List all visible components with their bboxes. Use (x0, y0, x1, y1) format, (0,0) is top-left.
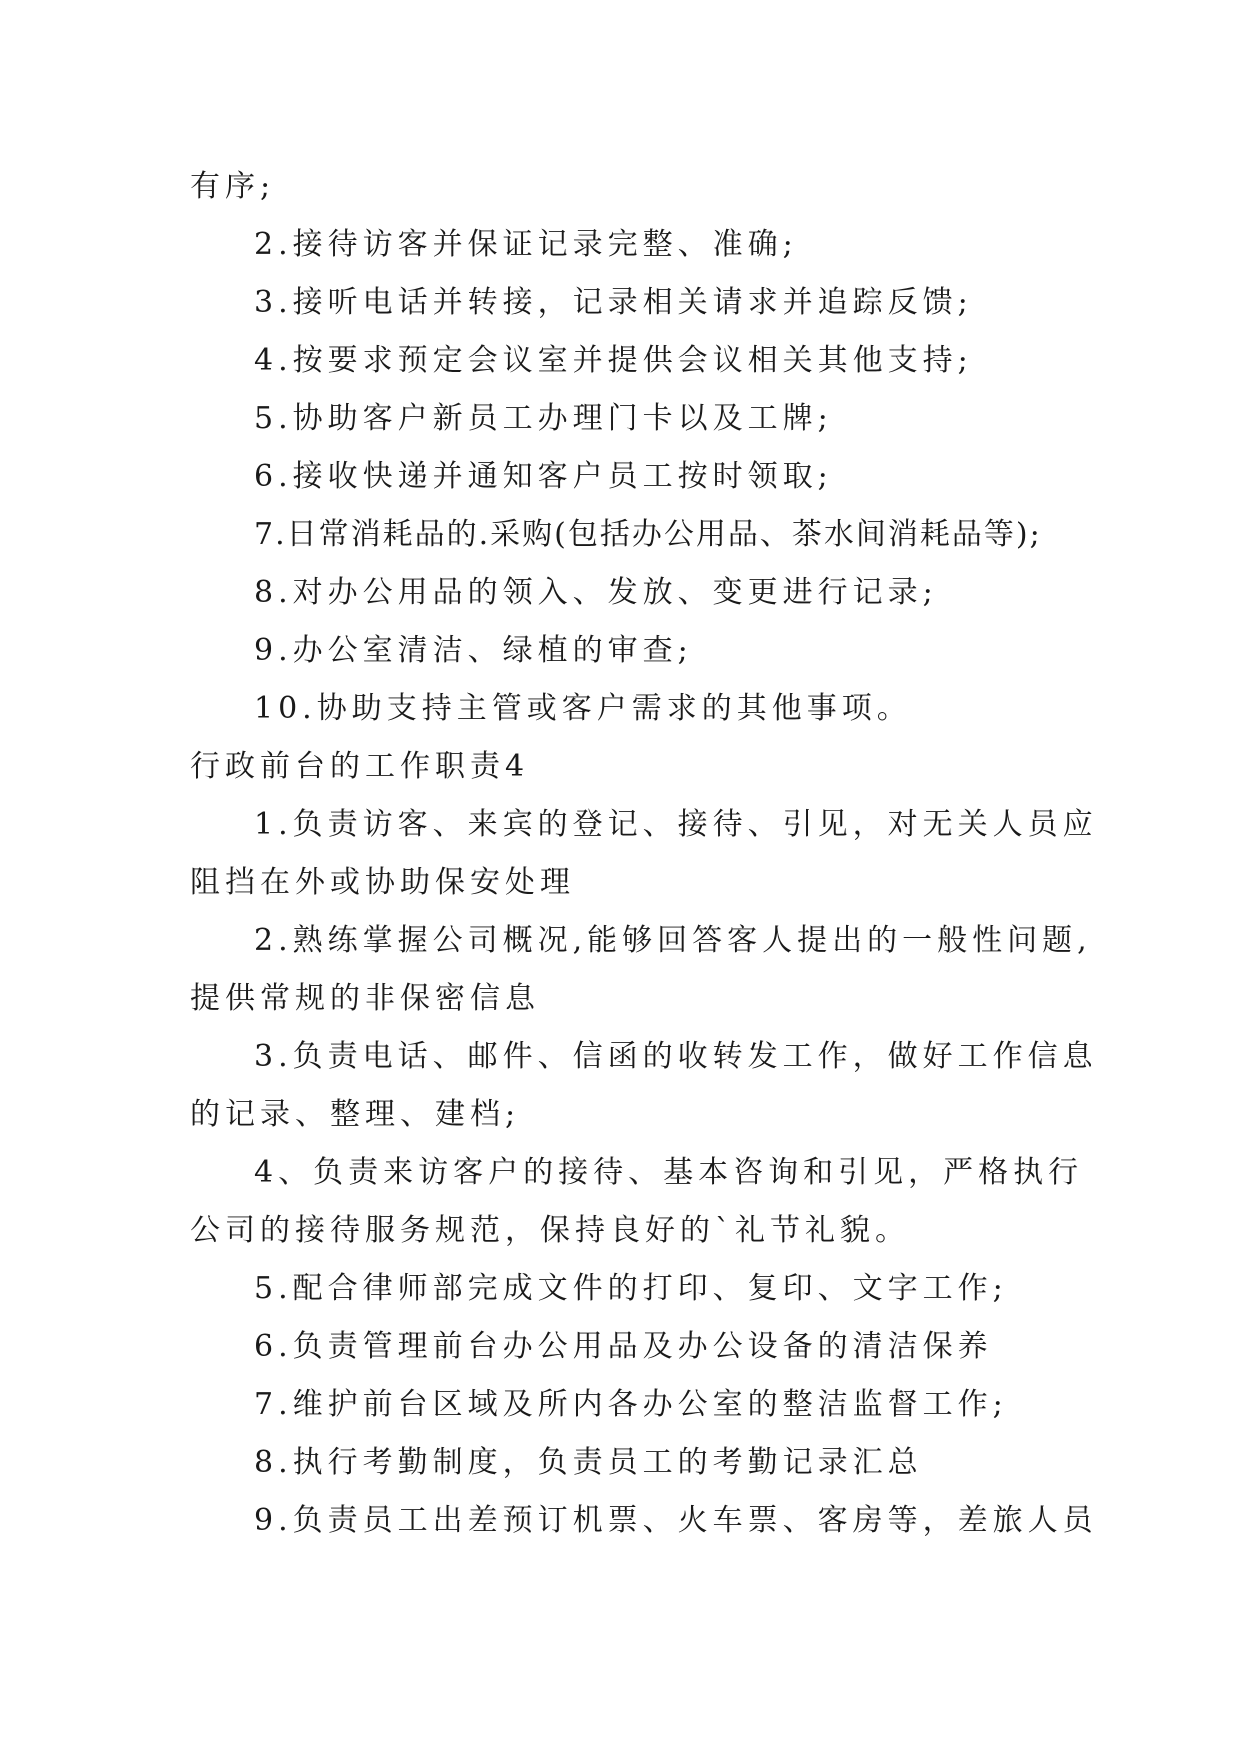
text-line: 有序; (190, 169, 276, 204)
list-item-continuation: 的记录、整理、建档; (190, 1097, 521, 1132)
list-item: 6.接收快递并通知客户员工按时领取; (254, 459, 833, 494)
list-item: 5.协助客户新员工办理门卡以及工牌; (254, 401, 833, 436)
list-item: 7.日常消耗品的.采购(包括办公用品、茶水间消耗品等); (254, 517, 1042, 552)
list-item: 7.维护前台区域及所内各办公室的整洁监督工作; (254, 1387, 1008, 1422)
list-item: 4.按要求预定会议室并提供会议相关其他支持; (254, 343, 973, 378)
list-item: 2.熟练掌握公司概况,能够回答客人提出的一般性问题, (254, 923, 1092, 958)
list-item: 3.接听电话并转接，记录相关请求并追踪反馈; (254, 285, 973, 320)
list-item: 9.办公室清洁、绿植的审查; (254, 633, 693, 668)
list-item: 8.对办公用品的领入、发放、变更进行记录; (254, 575, 938, 610)
list-item-continuation: 公司的接待服务规范，保持良好的`礼节礼貌。 (190, 1213, 910, 1248)
list-item: 8.执行考勤制度，负责员工的考勤记录汇总 (254, 1445, 923, 1480)
list-item: 10.协助支持主管或客户需求的其他事项。 (254, 691, 912, 726)
section-heading: 行政前台的工作职责4 (190, 749, 530, 784)
list-item: 4、负责来访客户的接待、基本咨询和引见，严格执行 (254, 1155, 1084, 1190)
list-item: 9.负责员工出差预订机票、火车票、客房等，差旅人员 (254, 1503, 1098, 1538)
list-item-continuation: 阻挡在外或协助保安处理 (190, 865, 575, 900)
list-item: 5.配合律师部完成文件的打印、复印、文字工作; (254, 1271, 1008, 1306)
list-item-continuation: 提供常规的非保密信息 (190, 981, 540, 1016)
list-item: 1.负责访客、来宾的登记、接待、引见，对无关人员应 (254, 807, 1098, 842)
list-item: 2.接待访客并保证记录完整、准确; (254, 227, 798, 262)
document-body (190, 158, 1098, 1550)
list-item: 6.负责管理前台办公用品及办公设备的清洁保养 (254, 1329, 993, 1364)
list-item: 3.负责电话、邮件、信函的收转发工作，做好工作信息 (254, 1039, 1098, 1074)
